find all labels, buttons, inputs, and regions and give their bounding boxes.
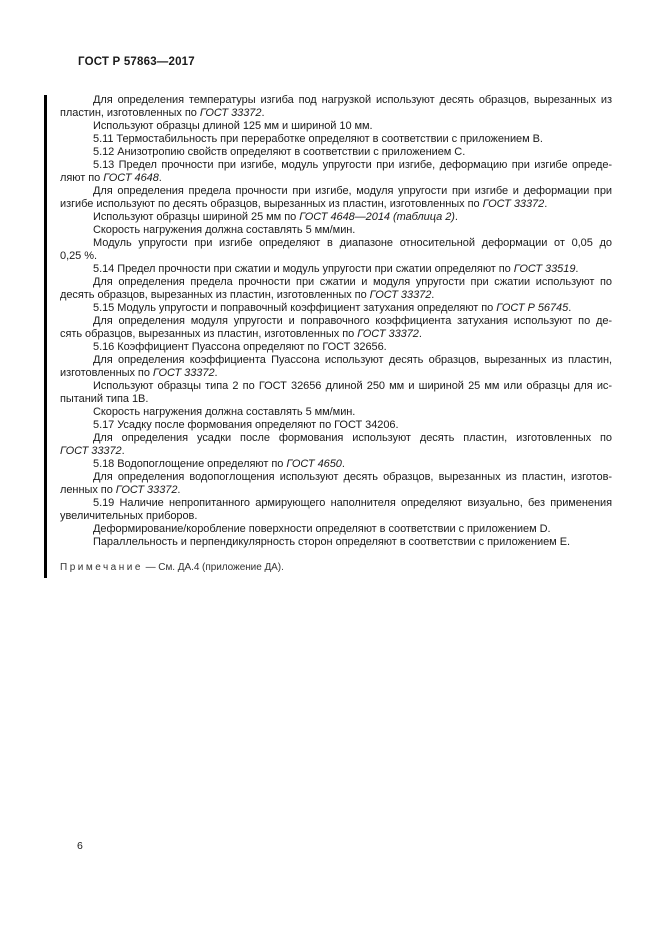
text-segment: . [431, 289, 435, 301]
text-segment: пытаний типа 1В. [60, 393, 149, 405]
text-line [60, 263, 612, 276]
text-line [60, 302, 612, 315]
text-line [60, 146, 612, 159]
text-line [60, 107, 612, 120]
text-line [60, 94, 612, 107]
text-line [60, 211, 612, 224]
text-segment: . [341, 458, 345, 470]
text-line [60, 250, 612, 263]
text-segment: изгибе используют по десять образцов, вырезанных из пластин, изготовленных по [60, 198, 483, 210]
text-line [60, 432, 612, 445]
text-segment: 5.12 Анизотропию свойств определяют в соответствии с приложением C. [93, 146, 466, 158]
gost-reference: ГОСТ 4650 [286, 458, 342, 470]
text-segment: Используют образцы шириной 25 мм по [93, 211, 300, 223]
page-number: 6 [77, 840, 83, 852]
change-bar [44, 95, 47, 578]
text-line [60, 341, 612, 354]
text-segment: 5.18 Водопоглощение определяют по [93, 458, 287, 470]
text-segment: Скорость нагружения должна составлять 5 мм/мин. [93, 224, 356, 236]
gost-reference: ГОСТ 33372 [152, 367, 215, 379]
gost-reference: ГОСТ 33372 [60, 445, 122, 457]
text-segment: Для определения предела прочности при изгибе, модуля упругости при изгибе и деформации при [93, 185, 612, 197]
text-segment: . [544, 198, 548, 210]
text-segment: сять образцов, вырезанных из пластин, изготовленных по [60, 328, 358, 340]
text-segment: . [214, 367, 218, 379]
text-segment: увеличительных приборов. [60, 510, 198, 522]
text-segment: . [575, 263, 579, 275]
text-segment: 5.16 Коэффициент Пуассона определяют по ГОСТ 32656. [93, 341, 387, 353]
text-segment: Для определения модуля упругости и поправочного коэффициента затухания используют по де- [93, 315, 612, 327]
text-line [60, 276, 612, 289]
gost-reference: ГОСТ 4648 [103, 172, 159, 184]
text-segment: Модуль упругости при изгибе определяют в диапазоне относительной деформации от 0,05 до [93, 237, 612, 249]
text-segment: 0,25 %. [60, 250, 97, 262]
text-segment: 5.15 Модуль упругости и поправочный коэффициент затухания определяют по [93, 302, 497, 314]
text-line [60, 380, 612, 393]
gost-reference: ГОСТ 33372 [369, 289, 432, 301]
text-segment: изготовленных по [60, 367, 153, 379]
text-segment: Используют образцы типа 2 по ГОСТ 32656 длиной 250 мм и шириной 25 мм или образцы для ис- [93, 380, 612, 392]
text-line [60, 406, 612, 419]
text-line [60, 471, 612, 484]
text-line [60, 120, 612, 133]
text-line [60, 237, 612, 250]
note-label: Примечание [60, 562, 143, 573]
text-line [60, 536, 612, 549]
text-line [60, 523, 612, 536]
text-segment: . [418, 328, 422, 340]
text-segment: 5.19 Наличие непропитанного армирующего наполнителя определяют визуально, без применения [93, 497, 612, 509]
text-segment: Параллельность и перпендикулярность сторон определяют в соответствии с приложением E. [93, 536, 570, 548]
text-segment: . [121, 445, 125, 457]
gost-reference: ГОСТ 33372 [357, 328, 419, 340]
gost-reference: ГОСТ 4648—2014 (таблица 2) [299, 211, 455, 223]
text-line [60, 185, 612, 198]
text-line [60, 328, 612, 341]
text-line [60, 419, 612, 432]
text-line [60, 133, 612, 146]
text-segment: Для определения предела прочности при сжатии и модуля упругости при сжатии используют по [93, 276, 612, 288]
text-segment: пластин, изготовленных по [60, 107, 200, 119]
text-line [60, 198, 612, 211]
gost-reference: ГОСТ 33372 [115, 484, 178, 496]
text-line [60, 497, 612, 510]
text-segment: Для определения водопоглощения используют десять образцов, вырезанных из пластин, изготов- [93, 471, 612, 483]
text-line [60, 367, 612, 380]
document-body [60, 94, 612, 574]
text-line [60, 510, 612, 523]
text-segment: 5.13 Предел прочности при изгибе, модуль упругости при изгибе, деформацию при изгибе опреде- [93, 159, 612, 171]
text-segment: Для определения коэффициента Пуассона используют десять образцов, вырезанных из пластин, [93, 354, 612, 366]
text-segment: . [568, 302, 572, 314]
text-segment: . [158, 172, 162, 184]
gost-reference: ГОСТ 33372 [482, 198, 545, 210]
text-line [60, 315, 612, 328]
text-segment: Деформирование/коробление поверхности определяют в соответствии с приложением D. [93, 523, 551, 535]
text-line [60, 393, 612, 406]
text-segment: 5.11 Термостабильность при переработке определяют в соответствии с приложением B. [93, 133, 543, 145]
text-segment: 5.14 Предел прочности при сжатии и модуль упругости при сжатии определяют по [93, 263, 514, 275]
text-line [60, 458, 612, 471]
text-segment: . [454, 211, 458, 223]
text-segment: Для определения усадки после формования используют десять пластин, изготовленных по [93, 432, 612, 444]
text-segment: Для определения температуры изгиба под нагрузкой используют десять образцов, вырезанных из [93, 94, 612, 106]
text-line [60, 224, 612, 237]
note-text: — См. ДА.4 (приложение ДА). [142, 562, 284, 573]
text-line [60, 354, 612, 367]
text-segment: десять образцов, вырезанных из пластин, изготовленных по [60, 289, 370, 301]
gost-reference: ГОСТ 33519 [513, 263, 576, 275]
text-segment: . [261, 107, 265, 119]
text-segment: ленных по [60, 484, 116, 496]
body-lines [60, 94, 612, 549]
text-line [60, 289, 612, 302]
text-segment: Используют образцы длиной 125 мм и шириной 10 мм. [93, 120, 373, 132]
text-line [60, 445, 612, 458]
text-segment: 5.17 Усадку после формования определяют по ГОСТ 34206. [93, 419, 399, 431]
text-line [60, 172, 612, 185]
text-line [60, 159, 612, 172]
text-segment: . [177, 484, 181, 496]
text-line [60, 484, 612, 497]
text-segment: Скорость нагружения должна составлять 5 мм/мин. [93, 406, 356, 418]
gost-reference: ГОСТ 33372 [199, 107, 262, 119]
standard-designation: ГОСТ Р 57863—2017 [78, 56, 195, 68]
note-line [60, 561, 612, 574]
text-segment: ляют по [60, 172, 104, 184]
gost-reference: ГОСТ Р 56745 [496, 302, 569, 314]
